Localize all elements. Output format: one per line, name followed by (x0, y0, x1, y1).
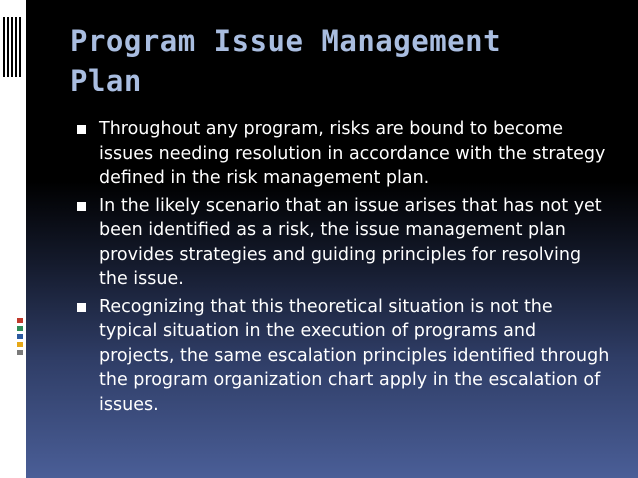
bullet-list (75, 117, 610, 420)
bullet-text: Throughout any program, risks are bound to become issues needing resolution in accordance with the strategy defined in the risk management plan. (99, 119, 606, 188)
bullet-item (75, 194, 610, 292)
accent-bar (17, 326, 23, 331)
accent-bar (17, 334, 23, 339)
square-bullet-icon (77, 202, 86, 211)
bullet-item (75, 295, 610, 418)
accent-bar (17, 318, 23, 323)
bullet-text: Recognizing that this theoretical situation is not the typical situation in the execution of programs and projects, the same escalation principles identified through the program organization chart apply in the escalation of issues. (99, 296, 610, 415)
accent-bar (17, 342, 23, 347)
bullet-item (75, 117, 610, 191)
bullet-text: In the likely scenario that an issue arises that has not yet been identified as a risk, the issue management plan provides strategies and guiding principles for resolving the issue. (99, 195, 602, 289)
left-decorative-rail (0, 0, 26, 478)
square-bullet-icon (77, 303, 86, 312)
square-bullet-icon (77, 125, 86, 134)
accent-color-bars (17, 318, 23, 370)
slide-title: Program Issue Management Plan (70, 24, 502, 98)
accent-bar (17, 350, 23, 355)
striped-decoration (3, 17, 23, 77)
